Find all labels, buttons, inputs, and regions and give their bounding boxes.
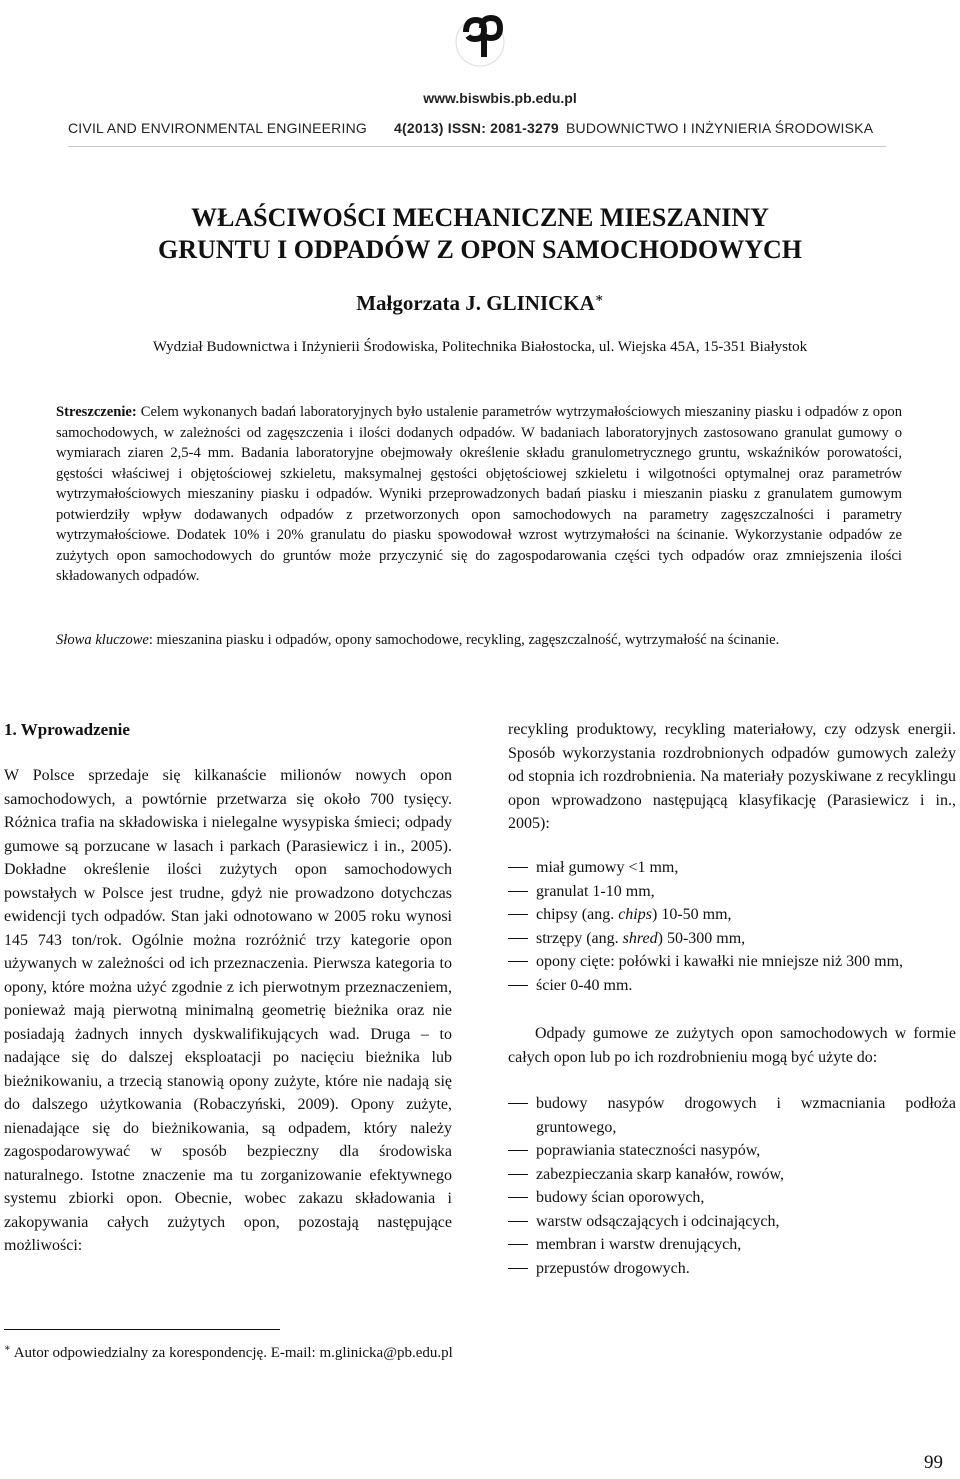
list-item: membran i warstw drenujących, xyxy=(508,1233,956,1257)
header-issn: 4(2013) ISSN: 2081-3279 xyxy=(394,120,559,136)
dash-bullet xyxy=(508,985,528,986)
author-name-text: Małgorzata J. GLINICKA xyxy=(356,291,595,315)
dash-bullet xyxy=(508,938,528,939)
list-item: poprawiania stateczności nasypów, xyxy=(508,1139,956,1163)
section-heading: 1. Wprowadzenie xyxy=(4,720,130,739)
abstract xyxy=(56,402,902,587)
footnote-mark: ∗ xyxy=(4,1343,11,1354)
classification-list xyxy=(508,856,956,997)
right-column-intro: recykling produktowy, recykling materiałowy, czy odzysk energii. Sposób wykorzystania rozdrobnionych odpadów gumowych zależy od stopnia ich rozdrobnienia. Na materiały pozyskiwane z recyklingu opon wprowadzono następującą klasyfikację (Parasiewicz i in., 2005): xyxy=(508,721,956,832)
dash-bullet xyxy=(508,1221,528,1222)
list-item: strzępy (ang. shred) 50-300 mm, xyxy=(508,927,956,951)
keywords-label: Słowa kluczowe xyxy=(56,632,149,648)
dash-bullet xyxy=(508,961,528,962)
dash-bullet xyxy=(508,867,528,868)
usage-list xyxy=(508,1092,956,1280)
list-item: ścier 0-40 mm. xyxy=(508,974,956,998)
list-item: warstw odsączających i odcinających, xyxy=(508,1210,956,1234)
paper-title-line-1: WŁAŚCIWOŚCI MECHANICZNE MIESZANINY xyxy=(191,203,769,232)
journal-website[interactable]: www.biswbis.pb.edu.pl xyxy=(423,90,577,106)
list-item: przepustów drogowych. xyxy=(508,1257,956,1281)
footnote xyxy=(4,1343,453,1362)
list-item: miał gumowy <1 mm, xyxy=(508,856,956,880)
right-column-paragraph-2: Odpady gumowe ze zużytych opon samochodowych w formie całych opon lub po ich rozdrobnieniu mogą być użyte do: xyxy=(508,1025,956,1066)
list-item: zabezpieczania skarp kanałów, rowów, xyxy=(508,1163,956,1187)
abstract-text: Celem wykonanych badań laboratoryjnych było ustalenie parametrów wytrzymałościowych mieszaniny piasku i odpadów z opon samochodowych, w zależności od zagęszczenia i ilości dodanych odpadów. W badaniach laboratoryjnych zastosowano granulat gumowy o wymiarach ziaren 2,5-4 mm. Badania laboratoryjne obejmowały określenie składu granulometrycznego gruntu, wskaźników porowatości, gęstości właściwej i objętościowej szkieletu, maksymalnej gęstości objętościowej szkieletu i wilgotności optymalnej oraz parametrów wytrzymałościowych mieszaniny piasku i odpadów. Wyniki przeprowadzonych badań piasku i mieszanin piasku z granulatem gumowym potwierdziły wpływ dodawanych odpadów z przetworzonych opon samochodowych na parametry zagęszczalności i parametry wytrzymałościowe. Dodatek 10% i 20% granulatu do piasku spowodował wzrost wytrzymałości na ścinanie. Wykorzystanie odpadów ze zużytych opon samochodowych do gruntów może przyczynić się do zagospodarowania części tych odpadów oraz zmniejszenia ilości składowanych odpadów. xyxy=(56,404,902,584)
dash-bullet xyxy=(508,1150,528,1151)
paper-title-line-2: GRUNTU I ODPADÓW Z OPON SAMOCHODOWYCH xyxy=(158,235,802,264)
page-number: 99 xyxy=(924,1452,943,1473)
dash-bullet xyxy=(508,1103,528,1104)
header-divider xyxy=(68,146,886,147)
dash-bullet xyxy=(508,891,528,892)
dash-bullet xyxy=(508,1197,528,1198)
dash-bullet xyxy=(508,1268,528,1269)
left-column-text: W Polsce sprzedaje się kilkanaście milionów nowych opon samochodowych, a powtórnie przetwarza się około 700 tysięcy. Różnica trafia na składowiska i nielegalne wysypiska śmieci; odpady gumowe są porzucane w lasach i parkach (Parasiewicz i in., 2005). Dokładne określenie ilości zużytych opon samochodowych powstałych w Polsce jest trudne, gdyż nie prowadzono dotychczas ewidencji tych odpadów. Stan jaki odnotowano w 2005 roku wynosi 145 743 ton/rok. Ogólnie można rozróżnić trzy kategorie opon używanych w zależności od ich przeznaczenia. Pierwsza kategoria to opony, które można użyć zgodnie z ich pierwotnym przeznaczeniem, ponieważ mają pierwotną minimalną geometrię bieżnika oraz nie posiadają żadnych innych dyskwalifikujących wad. Druga – to nadające się do dalszej eksploatacji po nacięciu bieżnika lub bieżnikowaniu, a trzecią stanowią opony zużyte, które nie nadają się do dalszego użytkowania (Robaczyński, 2009). Opony zużyte, nienadające się do bieżnikowania, są odpadem, który należy zagospodarowywać w sposób bezpieczny dla środowiska naturalnego. Istotne znaczenie ma tu zorganizowanie efektywnego systemu zbiorki opon. Obecnie, wobec zakazu składowania i zakopywania całych zużytych opon, pozostają następujące możliwości: xyxy=(4,767,452,1254)
keywords-text: : mieszanina piasku i odpadów, opony samochodowe, recykling, zagęszczalność, wytrzymałość na ścinanie. xyxy=(148,632,780,648)
header-english-title: CIVIL AND ENVIRONMENTAL ENGINEERING xyxy=(68,120,367,136)
author-name xyxy=(0,290,960,316)
dash-bullet xyxy=(508,914,528,915)
footnote-divider xyxy=(4,1329,280,1330)
list-item: opony cięte: połówki i kawałki nie mniejsze niż 300 mm, xyxy=(508,950,956,974)
list-item: granulat 1-10 mm, xyxy=(508,880,956,904)
dash-bullet xyxy=(508,1174,528,1175)
keywords xyxy=(56,630,902,651)
list-item: budowy nasypów drogowych i wzmacniania podłoża gruntowego, xyxy=(508,1092,956,1139)
affiliation: Wydział Budownictwa i Inżynierii Środowiska, Politechnika Białostocka, ul. Wiejska 45A, 15-351 Białystok xyxy=(152,339,808,355)
abstract-label: Streszczenie: xyxy=(56,404,137,420)
university-logo xyxy=(440,14,520,74)
footnote-text: Autor odpowiedzialny za korespondencję. E-mail: m.glinicka@pb.edu.pl xyxy=(10,1345,453,1361)
author-footnote-mark: ∗ xyxy=(594,290,604,305)
header-polish-title: BUDOWNICTWO I INŻYNIERIA ŚRODOWISKA xyxy=(566,120,874,136)
list-item: chipsy (ang. chips) 10-50 mm, xyxy=(508,903,956,927)
dash-bullet xyxy=(508,1244,528,1245)
list-item: budowy ścian oporowych, xyxy=(508,1186,956,1210)
